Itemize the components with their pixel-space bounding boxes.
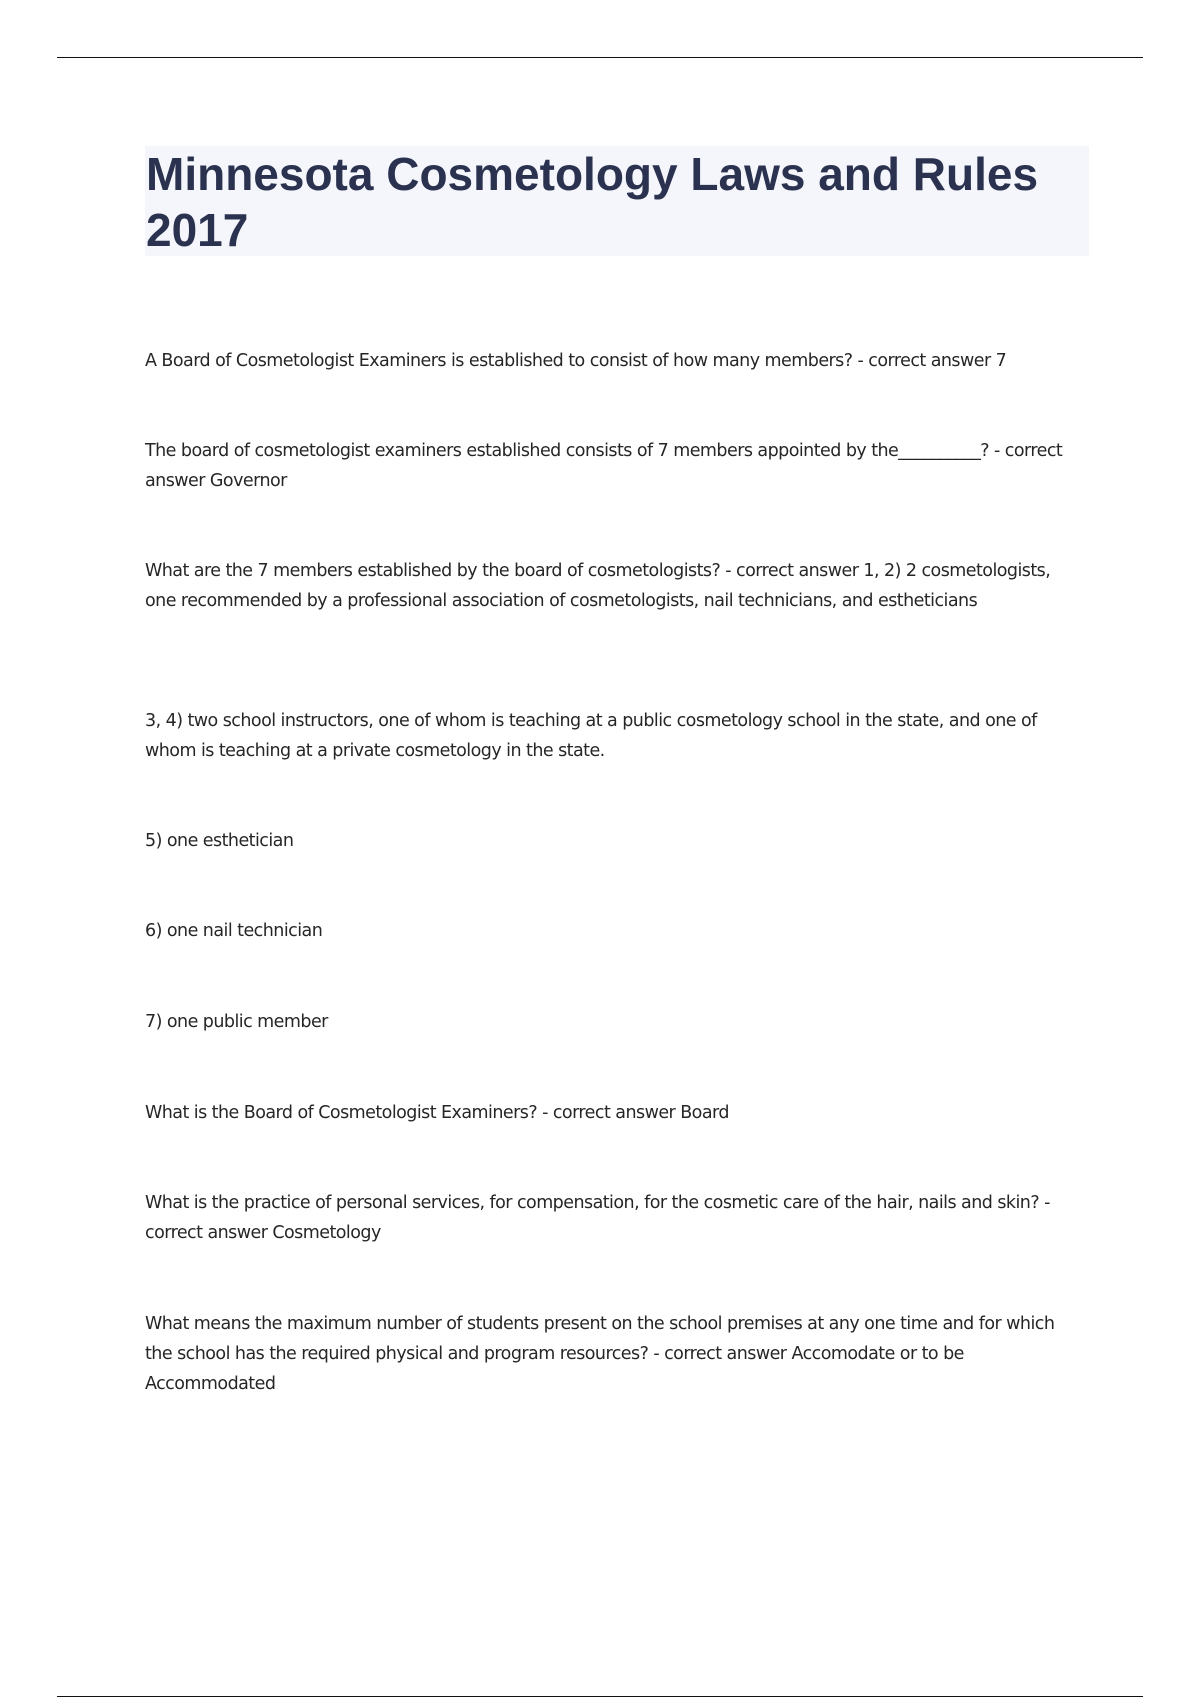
bottom-rule (57, 1696, 1143, 1697)
page-title: Minnesota Cosmetology Laws and Rules 2017 (146, 148, 1039, 256)
qa-entry: What is the practice of personal services, for compensation, for the cosmetic care of the hair, nails and skin? - correct answer Cosmetology (145, 1193, 1050, 1243)
top-rule (57, 57, 1143, 58)
qa-entry: 3, 4) two school instructors, one of whom is teaching at a public cosmetology school in the state, and one of whom is teaching at a private cosmetology in the state. (145, 711, 1037, 761)
qa-entry: What are the 7 members established by the board of cosmetologists? - correct answer 1, 2) 2 cosmetologists, one recommended by a professional association of cosmetologists, nail technicians, and estheticians (145, 561, 1051, 611)
qa-entry: 6) one nail technician (145, 921, 323, 941)
qa-entry: 7) one public member (145, 1012, 328, 1032)
title-banner (145, 146, 1089, 256)
qa-entry: 5) one esthetician (145, 831, 294, 851)
qa-entry: What is the Board of Cosmetologist Examiners? - correct answer Board (145, 1103, 729, 1123)
qa-entry: What means the maximum number of students present on the school premises at any one time and for which the school has the required physical and program resources? - correct answer Accomodate or to be Accommodated (145, 1314, 1055, 1394)
qa-entry: A Board of Cosmetologist Examiners is established to consist of how many members? - correct answer 7 (145, 351, 1007, 371)
qa-entry: The board of cosmetologist examiners established consists of 7 members appointed by the__________? - correct answer Governor (145, 441, 1063, 491)
